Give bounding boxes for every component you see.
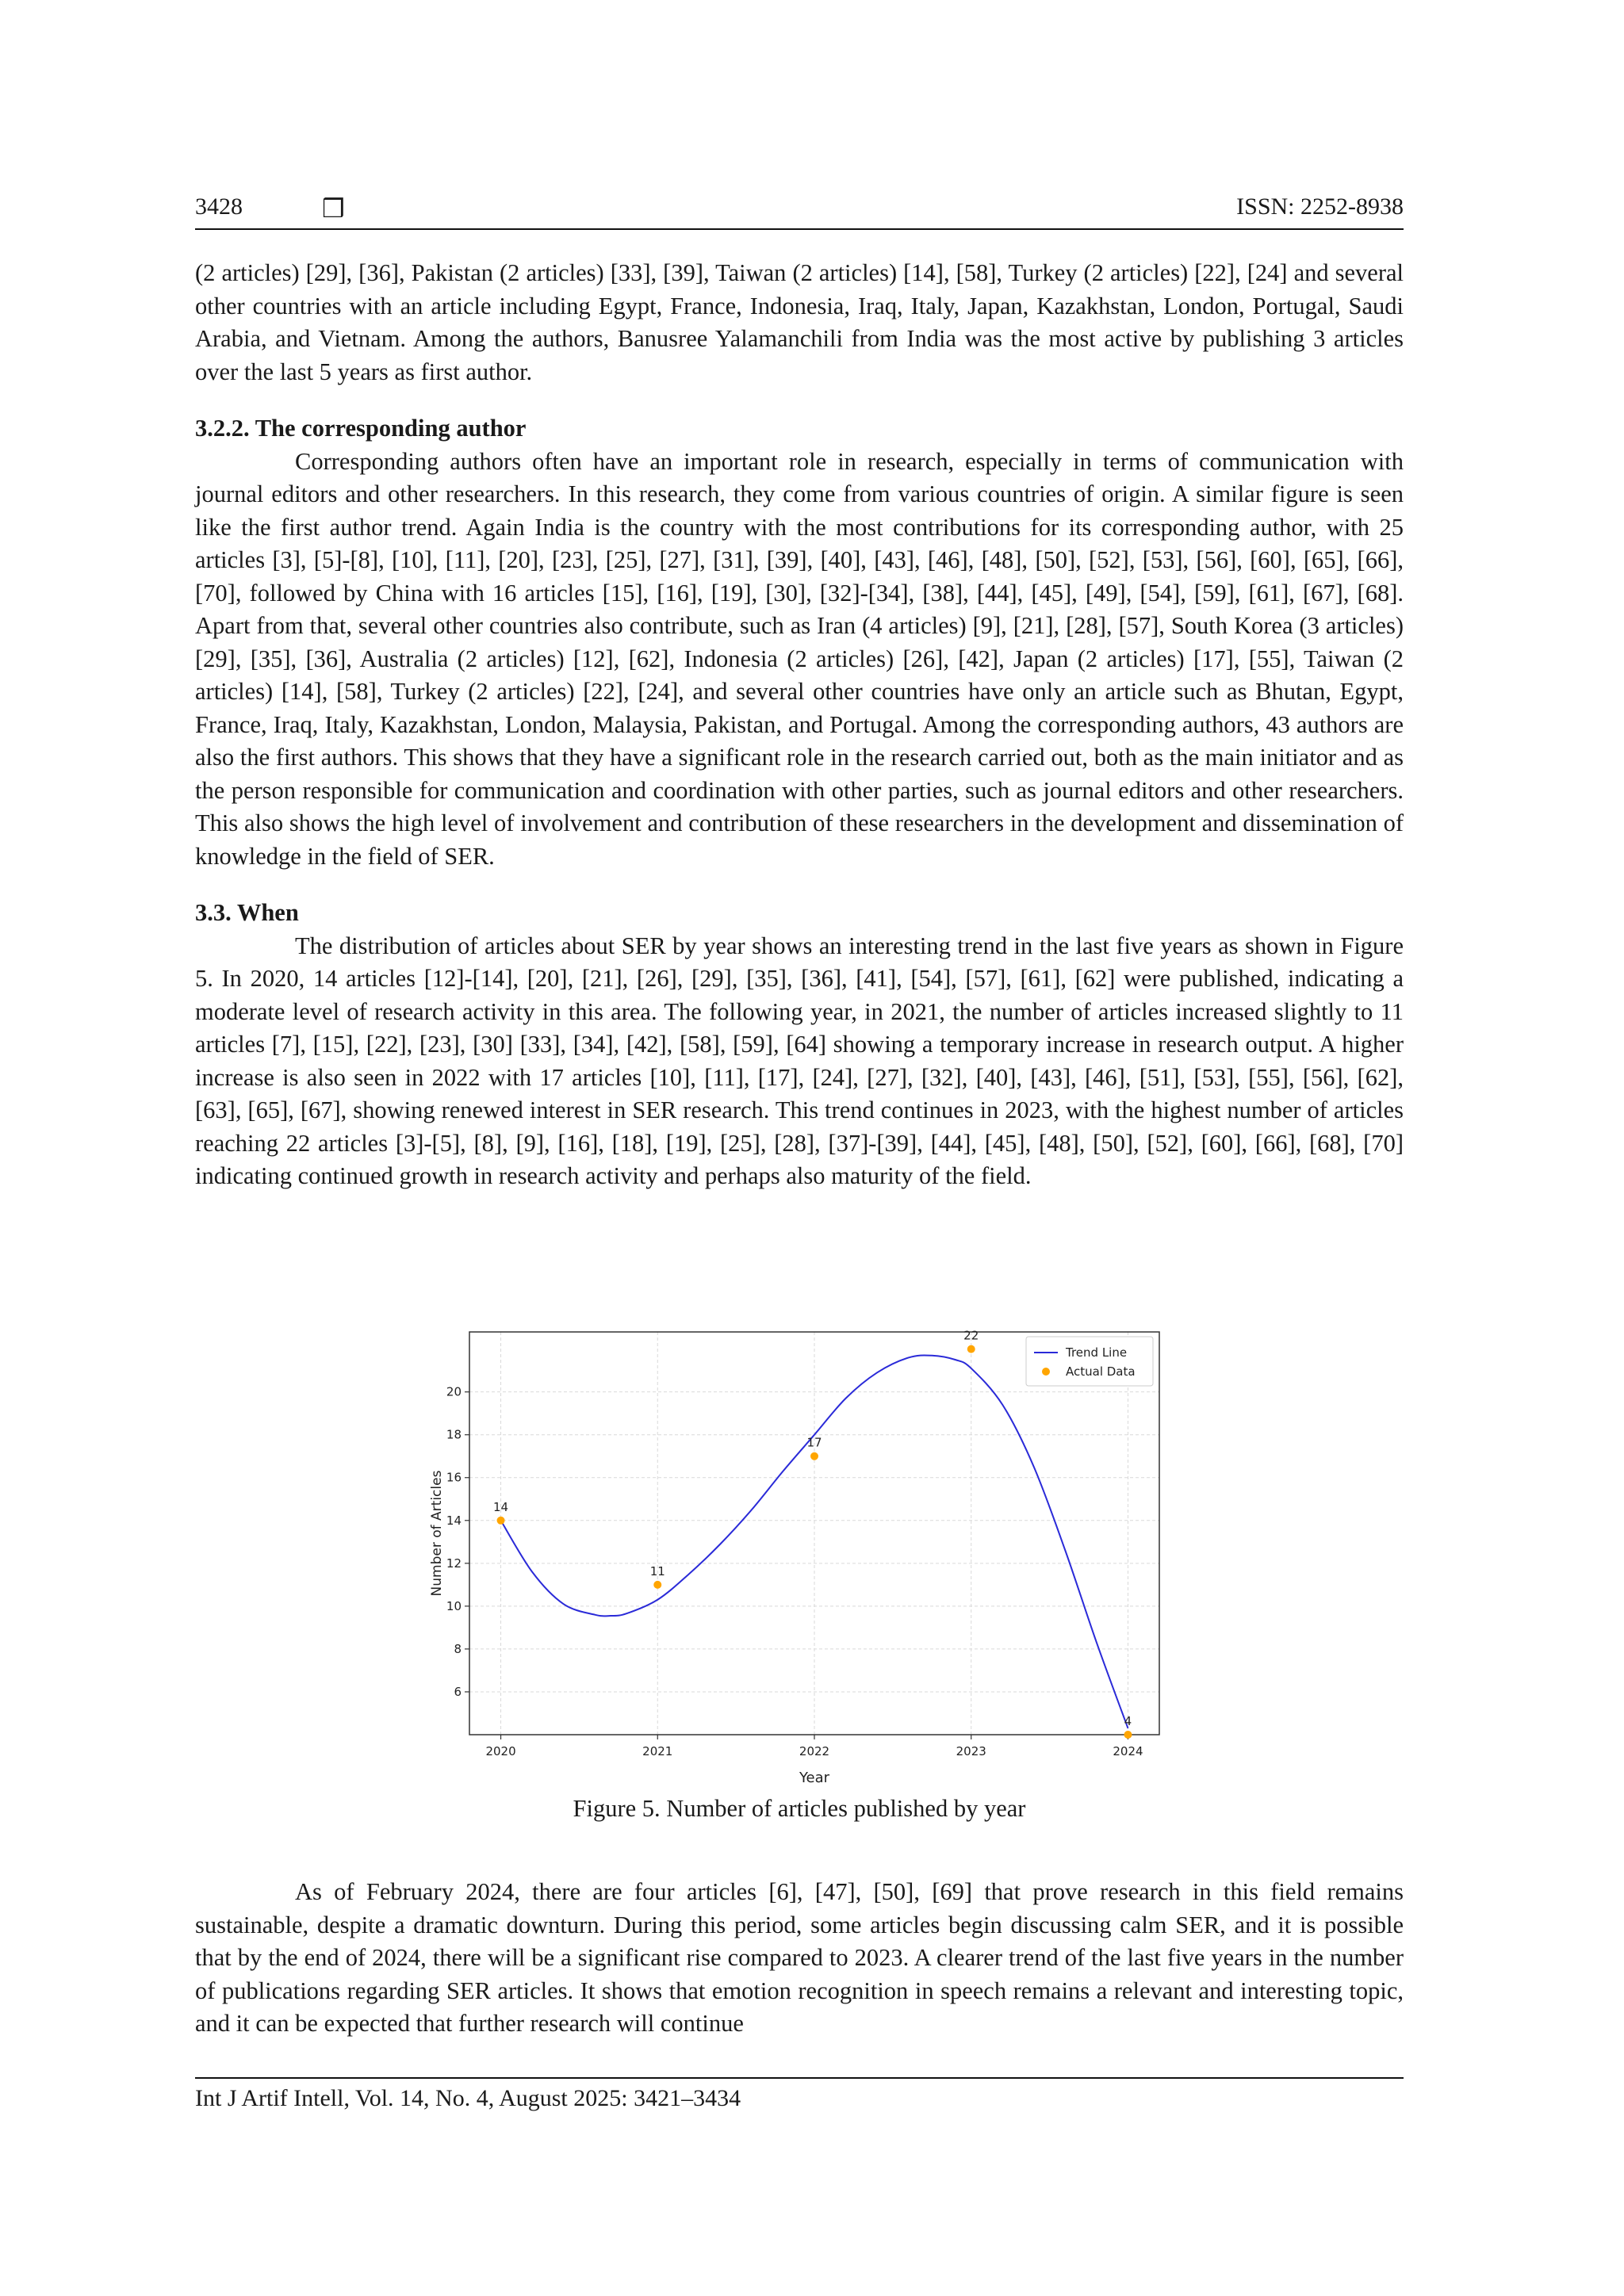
y-tick-label: 18: [446, 1427, 462, 1442]
page-header: [195, 193, 1404, 230]
y-tick-label: 12: [446, 1556, 462, 1571]
y-axis-label: Number of Articles: [429, 1470, 445, 1597]
legend-actual-label: Actual Data: [1066, 1364, 1136, 1379]
paragraph-first-authors: (2 articles) [29], [36], Pakistan (2 articles) [33], [39], Taiwan (2 articles) [14], [58], Turkey (2 articles) [22], [24] and several other countries with an article including Egypt, France, Indonesia, Iraq, Italy, Japan, Kazakhstan, London, Portugal, Saudi Arabia, and Vietnam. Among the authors, Banusree Yalamanchili from India was the most active by publishing 3 articles over the last 5 years as first author.: [195, 259, 1404, 385]
y-tick-label: 10: [446, 1598, 462, 1613]
x-tick-label: 2022: [799, 1744, 830, 1758]
data-label: 11: [649, 1563, 665, 1578]
data-label: 17: [806, 1435, 822, 1450]
heading-corresponding-author: 3.2.2. The corresponding author: [195, 415, 527, 442]
data-point: [1124, 1731, 1132, 1739]
y-tick-label: 20: [446, 1384, 462, 1399]
issn-label: ISSN: 2252-8938: [1236, 193, 1404, 220]
figure-caption: Figure 5. Number of articles published by year: [573, 1795, 1026, 1822]
x-tick-label: 2024: [1113, 1744, 1143, 1758]
data-label: 4: [1124, 1714, 1132, 1728]
legend-actual-swatch: [1042, 1368, 1050, 1376]
paragraph-when: The distribution of articles about SER by year shows an interesting trend in the last five years as shown in Figure 5. In 2020, 14 articles [12]-[14], [20], [21], [26], [29], [35], [36], [41], [54], [57], [61], [62] were published, indicating a moderate level of research activity in this area. The following year, in 2021, the number of articles increased slightly to 11 articles [7], [15], [22], [23], [30] [33], [34], [42], [58], [59], [64] showing a temporary increase in research output. A higher increase is also seen in 2022 with 17 articles [10], [11], [17], [24], [27], [32], [40], [43], [46], [51], [53], [55], [56], [62], [63], [65], [67], showing renewed interest in SER research. This trend continues in 2023, with the highest number of articles reaching 22 articles [3]-[5], [8], [9], [16], [18], [19], [25], [28], [37]-[39], [44], [45], [48], [50], [52], [60], [66], [68], [70] indicating continued growth in research activity and perhaps also maturity of the field.: [195, 932, 1404, 1189]
legend-trend-label: Trend Line: [1066, 1345, 1128, 1360]
data-point: [497, 1517, 505, 1525]
page-number: 3428: [195, 193, 243, 220]
y-tick-label: 8: [454, 1641, 462, 1656]
data-label: 22: [963, 1328, 979, 1343]
data-label: 14: [492, 1499, 509, 1514]
x-tick-label: 2023: [956, 1744, 986, 1758]
y-tick-label: 14: [446, 1513, 462, 1528]
data-point: [653, 1581, 661, 1589]
x-axis-label: Year: [799, 1770, 830, 1786]
journal-citation: Int J Artif Intell, Vol. 14, No. 4, August 2025: 3421–3434: [195, 2085, 741, 2111]
y-tick-label: 16: [446, 1470, 462, 1485]
paragraph-2024: As of February 2024, there are four articles [6], [47], [50], [69] that prove research in this field remains sustainable, despite a dramatic downturn. During this period, some articles begin discussing calm SER, and it is possible that by the end of 2024, there will be a significant rise compared to 2023. A clearer trend of the last five years in the number of publications regarding SER articles. It shows that emotion recognition in speech remains a relevant and interesting topic, and it can be expected that further research will continue: [195, 1878, 1404, 2037]
x-tick-label: 2020: [485, 1744, 516, 1758]
paragraph-corresponding-author: Corresponding authors often have an important role in research, especially in terms of communication with journal editors and other researchers. In this research, they come from various countries of origin. A similar figure is seen like the first author trend. Again India is the country with the most contributions for its corresponding author, with 25 articles [3], [5]-[8], [10], [11], [20], [23], [25], [27], [31], [39], [40], [43], [46], [48], [50], [52], [53], [56], [60], [65], [66], [70], followed by China with 16 articles [15], [16], [19], [30], [32]-[34], [38], [44], [45], [49], [54], [59], [61], [67], [68]. Apart from that, several other countries also contribute, such as Iran (4 articles) [9], [21], [28], [57], South Korea (3 articles) [29], [35], [36], Australia (2 articles) [12], [62], Indonesia (2 articles) [26], [42], Japan (2 articles) [17], [55], Taiwan (2 articles) [14], [58], Turkey (2 articles) [22], [24], and several other countries have only an article such as Bhutan, Egypt, France, Iraq, Italy, Kazakhstan, London, Malaysia, Pakistan, and Portugal. Among the corresponding authors, 43 authors are also the first authors. This shows that they have a significant role in the research carried out, both as the main initiator and as the person responsible for communication and coordination with other parties, such as journal editors and other researchers. This also shows the high level of involvement and contribution of these researchers in the development and dissemination of knowledge in the field of SER.: [195, 447, 1404, 870]
y-tick-label: 6: [454, 1684, 462, 1699]
square-icon: ❒: [322, 194, 345, 223]
main-text-continued: [195, 1876, 1404, 2041]
main-text: [195, 257, 1404, 1193]
figure-5: [425, 1316, 1162, 1792]
heading-when: 3.3. When: [195, 899, 299, 926]
x-tick-label: 2021: [642, 1744, 673, 1758]
data-point: [967, 1345, 975, 1353]
articles-by-year-chart: [425, 1316, 1162, 1792]
data-point: [810, 1452, 818, 1460]
page-footer: [195, 2077, 1404, 2112]
